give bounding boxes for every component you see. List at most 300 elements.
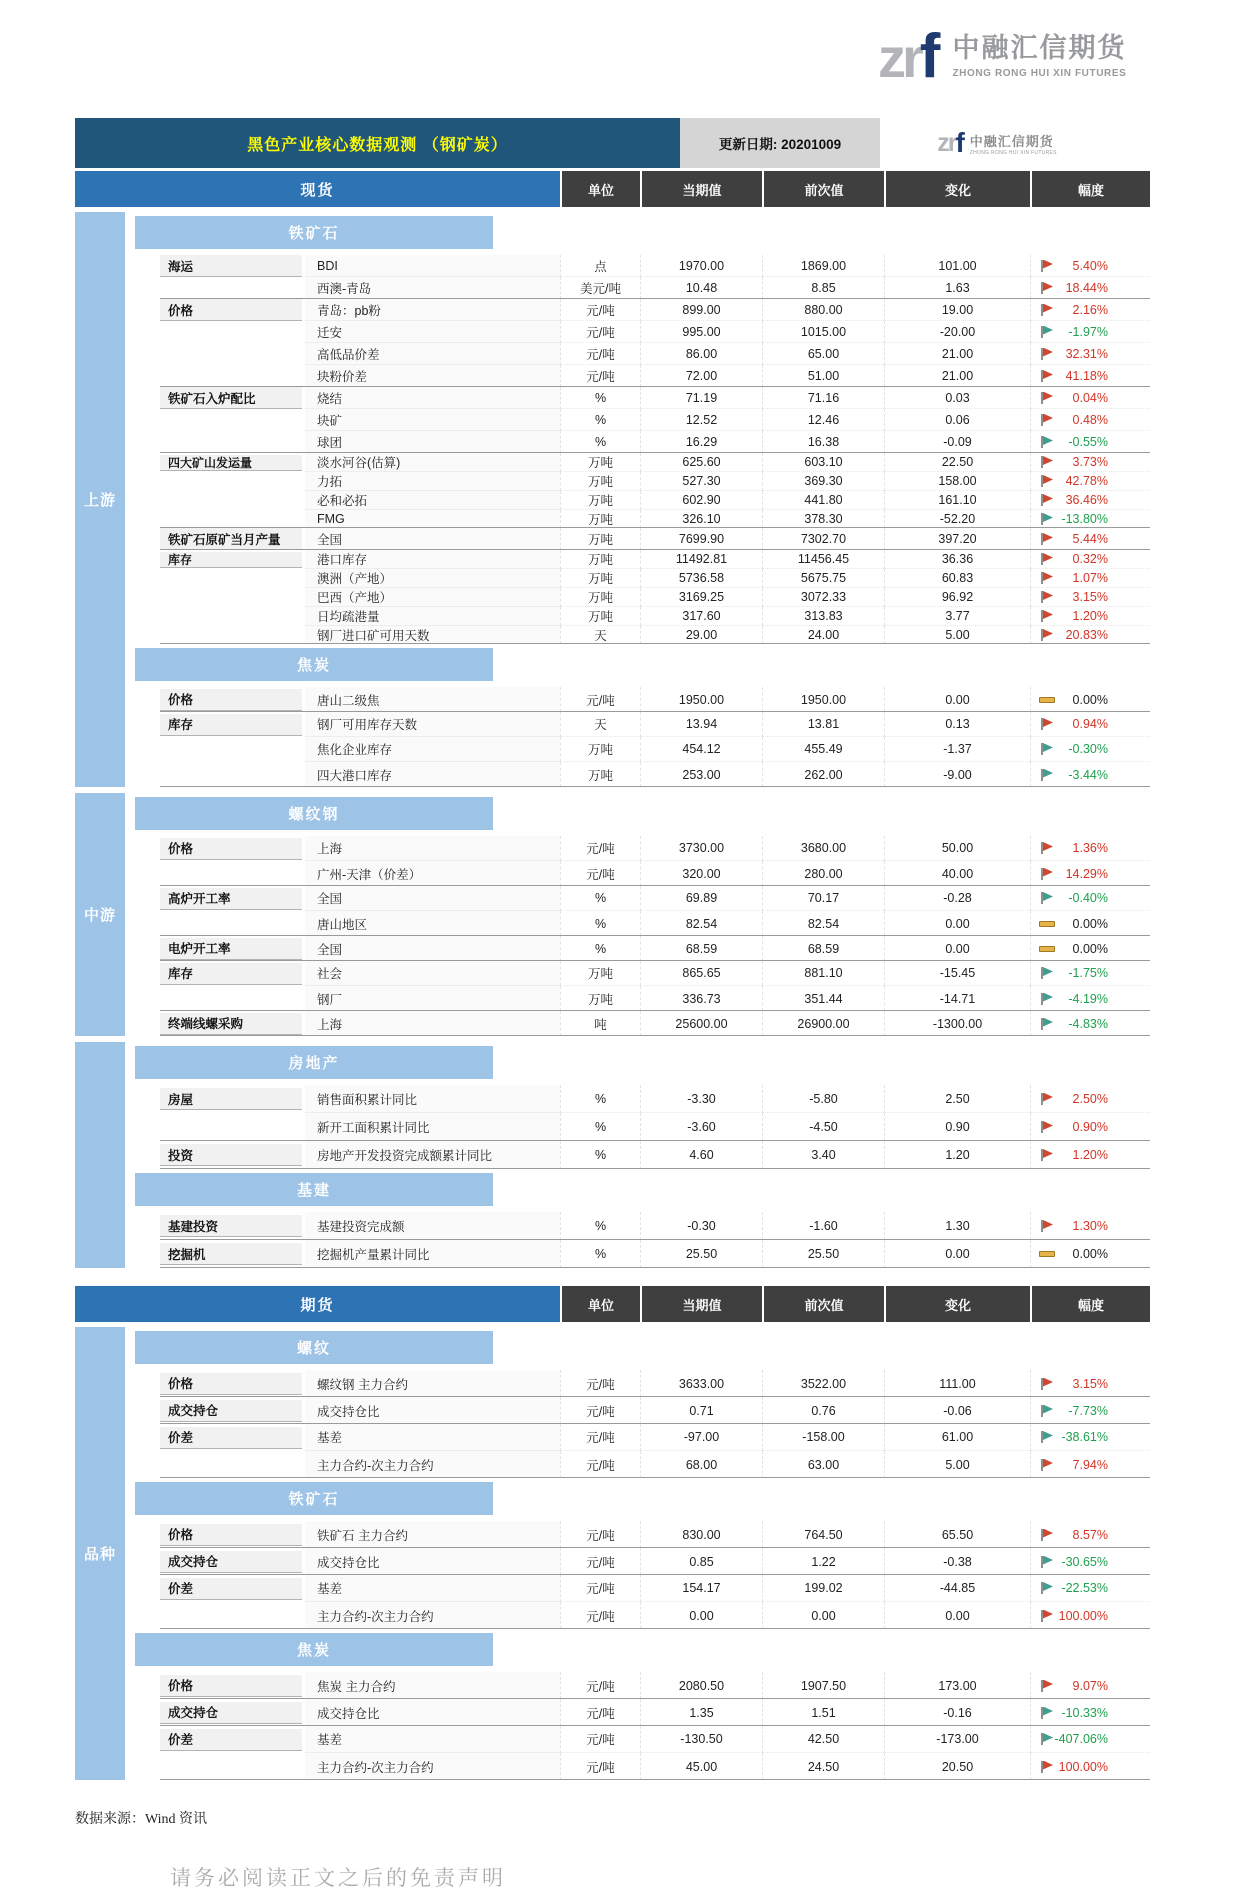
range-value: 7.94% [1072,1457,1108,1472]
group-label: 高炉开工率 [160,888,302,910]
flag-up-icon [1039,474,1054,488]
group-label-cell [135,528,305,550]
data-row [135,607,1150,626]
cell-unit: 万吨 [560,986,640,1011]
cell-current: 326.10 [640,510,762,528]
row-item-label: 主力合约-次主力合约 [305,1602,560,1629]
row-item-label: 钢厂可用库存天数 [305,712,560,737]
cell-previous: 65.00 [762,343,884,365]
row-item-label: 西澳-青岛 [305,277,560,299]
cell-change: -0.09 [884,431,1030,453]
range-value: 14.29% [1065,866,1108,881]
flag-up-icon [1039,391,1054,405]
row-item-label: 必和必拓 [305,491,560,510]
row-item-label: 挖掘机产量累计同比 [305,1240,560,1268]
section-indent-gap [125,793,135,1036]
cell-range [1030,1397,1150,1424]
range-value: 8.57% [1072,1527,1108,1542]
cell-previous: -1.60 [762,1212,884,1240]
row-item-label: 全国 [305,936,560,961]
data-row [135,1699,1150,1726]
cell-unit: 万吨 [560,607,640,626]
data-table [75,1286,1150,1780]
cell-current: -130.50 [640,1726,762,1753]
cell-unit: % [560,387,640,409]
group-label-cell [135,1451,305,1478]
group-label-cell [135,1699,305,1726]
cell-previous: -158.00 [762,1424,884,1451]
cell-range [1030,712,1150,737]
row-item-label: BDI [305,255,560,277]
row-item-label: 螺纹钢 主力合约 [305,1370,560,1397]
cell-previous: 1015.00 [762,321,884,343]
range-value: -407.06% [1054,1732,1108,1746]
data-row [135,277,1150,299]
cell-change: 96.92 [884,588,1030,607]
group-label-cell [135,365,305,387]
mini-logo-company-name-en: ZHONG RONG HUI XIN FUTURES [969,149,1057,156]
row-item-label: 钢厂进口矿可用天数 [305,626,560,644]
cell-change: 1.63 [884,277,1030,299]
flag-down-icon [1039,966,1054,980]
cell-unit: 万吨 [560,737,640,762]
cell-unit: % [560,1240,640,1268]
cell-unit: 元/吨 [560,1753,640,1780]
cell-previous: 880.00 [762,299,884,321]
group-label-cell [135,1212,305,1240]
range-value: -0.55% [1068,435,1108,449]
cell-range [1030,607,1150,626]
cell-change: 0.00 [884,1602,1030,1629]
cell-range [1030,321,1150,343]
cell-range [1030,861,1150,886]
data-row [135,1212,1150,1240]
data-row [135,321,1150,343]
table-header-row [75,171,1150,207]
cell-current: 7699.90 [640,528,762,550]
group-label: 电炉开工率 [160,938,302,960]
range-value: 1.20% [1072,609,1108,623]
company-logo [878,21,1127,91]
range-value: -10.33% [1061,1705,1108,1720]
cell-current: 1970.00 [640,255,762,277]
cell-change: 40.00 [884,861,1030,886]
cell-range [1030,1672,1150,1699]
flag-up-icon [1039,259,1054,273]
cell-range [1030,1113,1150,1141]
cell-change: -14.71 [884,986,1030,1011]
row-item-label: 全国 [305,886,560,911]
data-row [135,343,1150,365]
cell-change: -44.85 [884,1575,1030,1602]
data-row [135,387,1150,409]
section-content [135,1042,1150,1268]
range-value: 1.30% [1072,1219,1108,1233]
flag-up-icon [1039,532,1054,546]
range-value: 100.00% [1058,1759,1108,1774]
cell-unit: 元/吨 [560,1370,640,1397]
data-row [135,911,1150,936]
group-label-cell [135,255,305,277]
logo-company-name-cn: 中融汇信期货 [952,33,1127,63]
data-row [135,762,1150,787]
cell-change: 61.00 [884,1424,1030,1451]
flag-down-icon [1039,992,1054,1006]
group-label-cell [135,409,305,431]
cell-range [1030,1370,1150,1397]
range-value: 0.00% [1072,1247,1108,1261]
flag-up-icon [1039,455,1054,469]
cell-previous: 1.51 [762,1699,884,1726]
cell-change: 19.00 [884,299,1030,321]
row-item-label: 基差 [305,1726,560,1753]
data-row [135,1726,1150,1753]
range-value: -0.40% [1068,891,1108,905]
group-label-cell [135,1370,305,1397]
cell-change: 0.90 [884,1113,1030,1141]
flag-down-icon [1039,512,1054,526]
section [75,1042,1150,1268]
cell-change: 5.00 [884,1451,1030,1478]
row-item-label: 基差 [305,1424,560,1451]
cell-change: -52.20 [884,510,1030,528]
group-label-cell [135,550,305,569]
flag-up-icon [1039,552,1054,566]
group-label-cell [135,1240,305,1268]
data-row [135,510,1150,528]
cell-current: 45.00 [640,1753,762,1780]
group-label: 库存 [160,963,302,985]
row-item-label: 日均疏港量 [305,607,560,626]
flag-up-icon [1039,347,1054,361]
cell-previous: 13.81 [762,712,884,737]
section [75,1327,1150,1780]
cell-unit: 元/吨 [560,1521,640,1548]
cell-range [1030,1451,1150,1478]
row-item-label: 销售面积累计同比 [305,1085,560,1113]
data-row [135,626,1150,644]
row-item-label: 唐山二级焦 [305,687,560,712]
cell-previous: 16.38 [762,431,884,453]
group-label-cell [135,936,305,961]
cell-previous: 70.17 [762,886,884,911]
section [75,212,1150,787]
cell-unit: % [560,1085,640,1113]
row-item-label: 全国 [305,528,560,550]
subsection-header: 焦炭 [135,1633,493,1666]
data-row [135,453,1150,472]
range-value: 0.94% [1072,717,1108,731]
cell-change: 21.00 [884,343,1030,365]
flag-up-icon [1039,303,1054,317]
data-row [135,1521,1150,1548]
data-row [135,409,1150,431]
cell-unit: 美元/吨 [560,277,640,299]
flag-down-icon [1039,1017,1054,1031]
cell-unit: 元/吨 [560,1726,640,1753]
flag-up-icon [1039,493,1054,507]
mini-logo-zr-letters: zr [937,129,956,157]
cell-unit: 元/吨 [560,1602,640,1629]
cell-current: 69.89 [640,886,762,911]
cell-change: -9.00 [884,762,1030,787]
cell-current: 3730.00 [640,836,762,861]
cell-previous: 26900.00 [762,1011,884,1036]
report-title-row [75,118,1150,168]
row-group [135,1424,1150,1478]
flag-down-icon [1039,1430,1054,1444]
group-label-cell [135,321,305,343]
cell-change: -1.37 [884,737,1030,762]
row-group [135,886,1150,936]
row-group [135,1011,1150,1036]
row-item-label: 钢厂 [305,986,560,1011]
cell-unit: 万吨 [560,491,640,510]
flag-up-icon [1039,369,1054,383]
cell-current: 625.60 [640,453,762,472]
row-group [135,1575,1150,1629]
row-item-label: 淡水河谷(估算) [305,453,560,472]
subsection-header: 螺纹 [135,1331,493,1364]
flag-flat-icon [1039,1247,1054,1261]
range-value: 0.00% [1072,692,1108,707]
cell-current: 865.65 [640,961,762,986]
cell-current: -3.60 [640,1113,762,1141]
cell-previous: 3680.00 [762,836,884,861]
cell-change: -0.16 [884,1699,1030,1726]
logo-f-letter: f [919,21,941,91]
cell-unit: 元/吨 [560,1424,640,1451]
range-value: -7.73% [1068,1403,1108,1418]
cell-change: 50.00 [884,836,1030,861]
range-value: 3.15% [1072,1376,1108,1391]
cell-current: 82.54 [640,911,762,936]
cell-previous: 351.44 [762,986,884,1011]
section-indent-gap [125,1327,135,1780]
cell-range [1030,836,1150,861]
range-value: 100.00% [1058,1608,1108,1623]
cell-current: 0.00 [640,1602,762,1629]
cell-unit: 点 [560,255,640,277]
mini-logo-company-name-cn: 中融汇信期货 [969,133,1054,149]
group-label-cell [135,1141,305,1169]
subsection-header: 螺纹钢 [135,797,493,830]
col-header-range: 幅度 [1030,1286,1150,1322]
cell-change: 0.00 [884,1240,1030,1268]
group-label: 房屋 [160,1088,302,1110]
logo-company-name-en: ZHONG RONG HUI XIN FUTURES [952,68,1127,79]
cell-change: 0.13 [884,712,1030,737]
group-label: 价格 [160,838,302,860]
cell-range [1030,1521,1150,1548]
range-value: 18.44% [1065,281,1108,295]
cell-current: 454.12 [640,737,762,762]
row-item-label: 上海 [305,836,560,861]
group-label: 库存 [160,552,302,568]
data-row [135,1753,1150,1780]
cell-change: 1.20 [884,1141,1030,1169]
row-item-label: 广州-天津（价差） [305,861,560,886]
row-item-label: 巴西（产地） [305,588,560,607]
data-row [135,836,1150,861]
col-header-previous: 前次值 [762,1286,884,1322]
cell-previous: 8.85 [762,277,884,299]
cell-current: 86.00 [640,343,762,365]
cell-current: 602.90 [640,491,762,510]
group-label-cell [135,861,305,886]
cell-range [1030,886,1150,911]
group-label: 价格 [160,1675,302,1697]
cell-change: -1300.00 [884,1011,1030,1036]
cell-current: 3169.25 [640,588,762,607]
row-item-label: 成交持仓比 [305,1548,560,1575]
group-label: 海运 [160,255,302,277]
cell-current: -3.30 [640,1085,762,1113]
col-header-change: 变化 [884,171,1030,207]
group-label: 价格 [160,689,302,711]
group-label-cell [135,1548,305,1575]
table-title: 期货 [75,1286,560,1322]
flag-up-icon [1039,1760,1054,1774]
flag-up-icon [1039,1219,1054,1233]
cell-previous: 5675.75 [762,569,884,588]
cell-unit: 元/吨 [560,1672,640,1699]
row-group [135,299,1150,387]
cell-previous: -5.80 [762,1085,884,1113]
cell-range [1030,255,1150,277]
row-group [135,1521,1150,1548]
row-item-label: 焦炭 主力合约 [305,1672,560,1699]
group-label: 成交持仓 [160,1400,302,1422]
section-content [135,793,1150,1036]
cell-range [1030,1548,1150,1575]
cell-change: 0.00 [884,936,1030,961]
group-label-cell [135,1424,305,1451]
group-label-cell [135,1011,305,1036]
cell-previous: 441.80 [762,491,884,510]
cell-current: 29.00 [640,626,762,644]
cell-previous: 11456.45 [762,550,884,569]
section-content [135,1327,1150,1780]
group-label: 成交持仓 [160,1702,302,1724]
row-group [135,1370,1150,1397]
cell-current: 995.00 [640,321,762,343]
cell-range [1030,569,1150,588]
row-item-label: 迁安 [305,321,560,343]
flag-down-icon [1039,1581,1054,1595]
cell-previous: 262.00 [762,762,884,787]
cell-range [1030,1726,1150,1753]
cell-unit: 万吨 [560,472,640,491]
group-label-cell [135,343,305,365]
data-row [135,588,1150,607]
cell-current: 11492.81 [640,550,762,569]
report-body [75,118,1150,1892]
group-label-cell [135,569,305,588]
cell-current: -97.00 [640,1424,762,1451]
data-row [135,1397,1150,1424]
cell-previous: 313.83 [762,607,884,626]
data-row [135,528,1150,550]
row-group [135,387,1150,453]
cell-change: -0.38 [884,1548,1030,1575]
row-group [135,1141,1150,1169]
flag-up-icon [1039,1092,1054,1106]
group-label-cell [135,1672,305,1699]
row-group [135,687,1150,712]
group-label-cell [135,472,305,491]
cell-change: -20.00 [884,321,1030,343]
group-label: 价格 [160,1524,302,1546]
cell-current: 336.73 [640,986,762,1011]
data-row [135,550,1150,569]
cell-current: 2080.50 [640,1672,762,1699]
cell-range [1030,687,1150,712]
cell-unit: 万吨 [560,528,640,550]
cell-previous: 3522.00 [762,1370,884,1397]
data-row [135,431,1150,453]
row-item-label: 新开工面积累计同比 [305,1113,560,1141]
cell-unit: % [560,936,640,961]
range-value: 2.16% [1072,302,1108,317]
col-header-current: 当期值 [640,171,762,207]
group-label: 终端线螺采购 [160,1013,302,1035]
cell-range [1030,1212,1150,1240]
section [75,793,1150,1036]
group-label-cell [135,588,305,607]
cell-change: 0.06 [884,409,1030,431]
cell-current: 527.30 [640,472,762,491]
group-label-cell [135,510,305,528]
flag-down-icon [1039,1732,1054,1746]
cell-change: 161.10 [884,491,1030,510]
range-value: 1.36% [1072,841,1108,855]
flag-up-icon [1039,1458,1054,1472]
cell-range [1030,1575,1150,1602]
row-group [135,550,1150,644]
range-value: 2.50% [1072,1091,1108,1106]
cell-current: 253.00 [640,762,762,787]
cell-range [1030,528,1150,550]
data-row [135,1113,1150,1141]
cell-unit: % [560,911,640,936]
cell-current: 899.00 [640,299,762,321]
cell-change: 36.36 [884,550,1030,569]
row-item-label: 房地产开发投资完成额累计同比 [305,1141,560,1169]
logo-zr-letters: zr [878,25,920,89]
range-value: 41.18% [1065,369,1108,383]
cell-range [1030,936,1150,961]
flag-up-icon [1039,1377,1054,1391]
subsection-header: 铁矿石 [135,216,493,249]
cell-range [1030,472,1150,491]
group-label-cell [135,626,305,644]
cell-range [1030,431,1150,453]
disclaimer-note: 请务必阅读正文之后的免责声明 [170,1866,506,1890]
row-item-label: 基建投资完成额 [305,1212,560,1240]
cell-range [1030,1424,1150,1451]
cell-current: 68.00 [640,1451,762,1478]
row-group [135,1085,1150,1141]
group-label-cell [135,712,305,737]
cell-current: 72.00 [640,365,762,387]
row-item-label: FMG [305,510,560,528]
flag-down-icon [1039,891,1054,905]
cell-previous: -4.50 [762,1113,884,1141]
group-label-cell [135,607,305,626]
flag-down-icon [1039,742,1054,756]
flag-flat-icon [1039,942,1054,956]
